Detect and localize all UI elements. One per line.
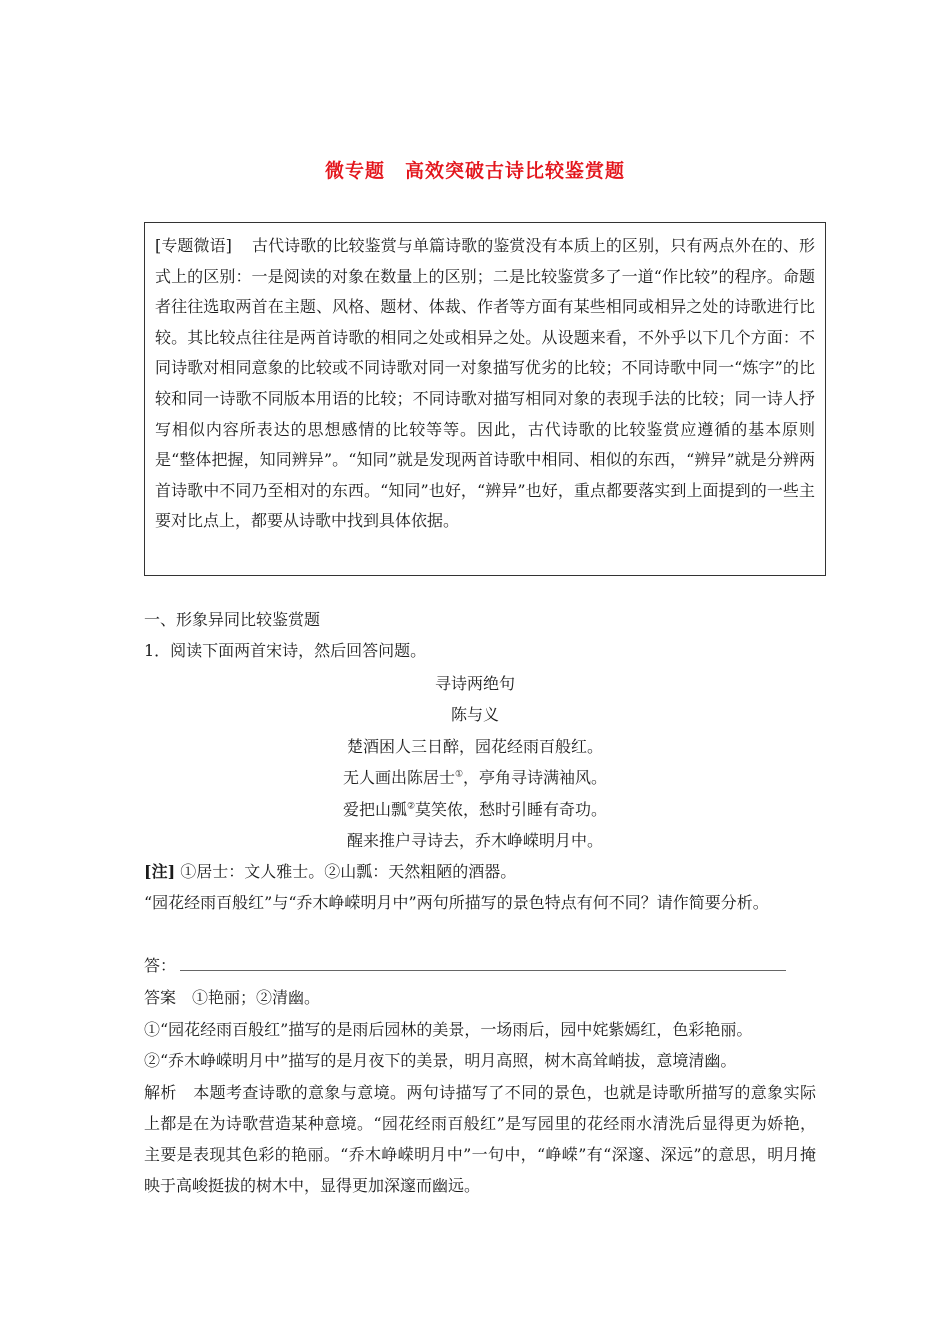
answer-summary: 答案 ①艳丽；②清幽。 <box>144 988 321 1007</box>
poem-title: 寻诗两绝句 <box>434 674 515 693</box>
question-prompt: 1．阅读下面两首宋诗，然后回答问题。 <box>144 641 427 660</box>
poem-note <box>144 856 816 887</box>
analysis-text: 本题考查诗歌的意象与意境。两句诗描写了不同的景色，也就是诗歌所描写的意象实际上都是在为诗歌营造某种意境。“园花经雨百般红”是写园里的花经雨水清洗后显得更为娇艳，主要是表现其色彩的艳丽。“乔木峥嵘明月中”一句中，“峥嵘”有“深邃、深远”的意思，明月掩映于高峻挺拔的树木中，显得更加深邃而幽远。 <box>144 1083 816 1195</box>
footnote-mark-2: ② <box>406 801 416 812</box>
analysis <box>144 1077 816 1201</box>
poem-line-3: 爱把山瓢②莫笑侬，愁时引睡有奇功。 <box>342 800 608 819</box>
poem-author: 陈与义 <box>450 705 499 724</box>
intro-tag: [专题微语] <box>155 236 232 255</box>
intro-text: 古代诗歌的比较鉴赏与单篇诗歌的鉴赏没有本质上的区别，只有两点外在的、形式上的区别：一是阅读的对象在数量上的区别；二是比较鉴赏多了一道“作比较”的程序。命题者往往选取两首在主题、风格、题材、体裁、作者等方面有某些相同或相异之处的诗歌进行比较。其比较点往往是两首诗歌的相同之处或相异之处。从设题来看，不外乎以下几个方面：不同诗歌对相同意象的比较或不同诗歌对同一对象描写优劣的比较；不同诗歌中同一“炼字”的比较和同一诗歌不同版本用语的比较；不同诗歌对描写相同对象的表现手法的比较；同一诗人抒写相似内容所表达的思想感情的比较等等。因此，古代诗歌的比较鉴赏应遵循的基本原则是“整体把握，知同辨异”。“知同”就是发现两首诗歌中相同、相似的东西，“辨异”就是分辨两首诗歌中不同乃至相对的东西。“知同”也好，“辨异”也好，重点都要落实到上面提到的一些主要对比点上，都要从诗歌中找到具体依据。 <box>155 236 815 531</box>
poem-line-4: 醒来推户寻诗去，乔木峥嵘明月中。 <box>346 831 603 850</box>
answer-label: 答案 <box>144 988 177 1007</box>
question-ask: “园花经雨百般红”与“乔木峥嵘明月中”两句所描写的景色特点有何不同？请作简要分析。 <box>144 893 769 912</box>
analysis-label: 解析 <box>144 1083 177 1102</box>
page-title: 微专题 高效突破古诗比较鉴赏题 <box>324 160 625 182</box>
answer-blank-line[interactable] <box>180 952 786 971</box>
footnote-mark-1: ① <box>454 769 464 780</box>
answer-field: 答： <box>144 950 816 981</box>
answer-point-2: ②“乔木峥嵘明月中”描写的是月夜下的美景，明月高照，树木高耸峭拔，意境清幽。 <box>144 1051 737 1070</box>
poem-line-2: 无人画出陈居士①，亭角寻诗满袖风。 <box>342 768 608 787</box>
poem-line-1: 楚酒困人三日醉，园花经雨百般红。 <box>346 737 603 756</box>
section-heading: 一、形象异同比较鉴赏题 <box>144 610 321 629</box>
answer-point-1: ①“园花经雨百般红”描写的是雨后园林的美景，一场雨后，园中姹紫嫣红，色彩艳丽。 <box>144 1020 753 1039</box>
note-label: [注] <box>144 862 176 881</box>
note-text: ①居士：文人雅士。②山瓢：天然粗陋的酒器。 <box>180 862 517 881</box>
intro-box <box>144 222 826 576</box>
